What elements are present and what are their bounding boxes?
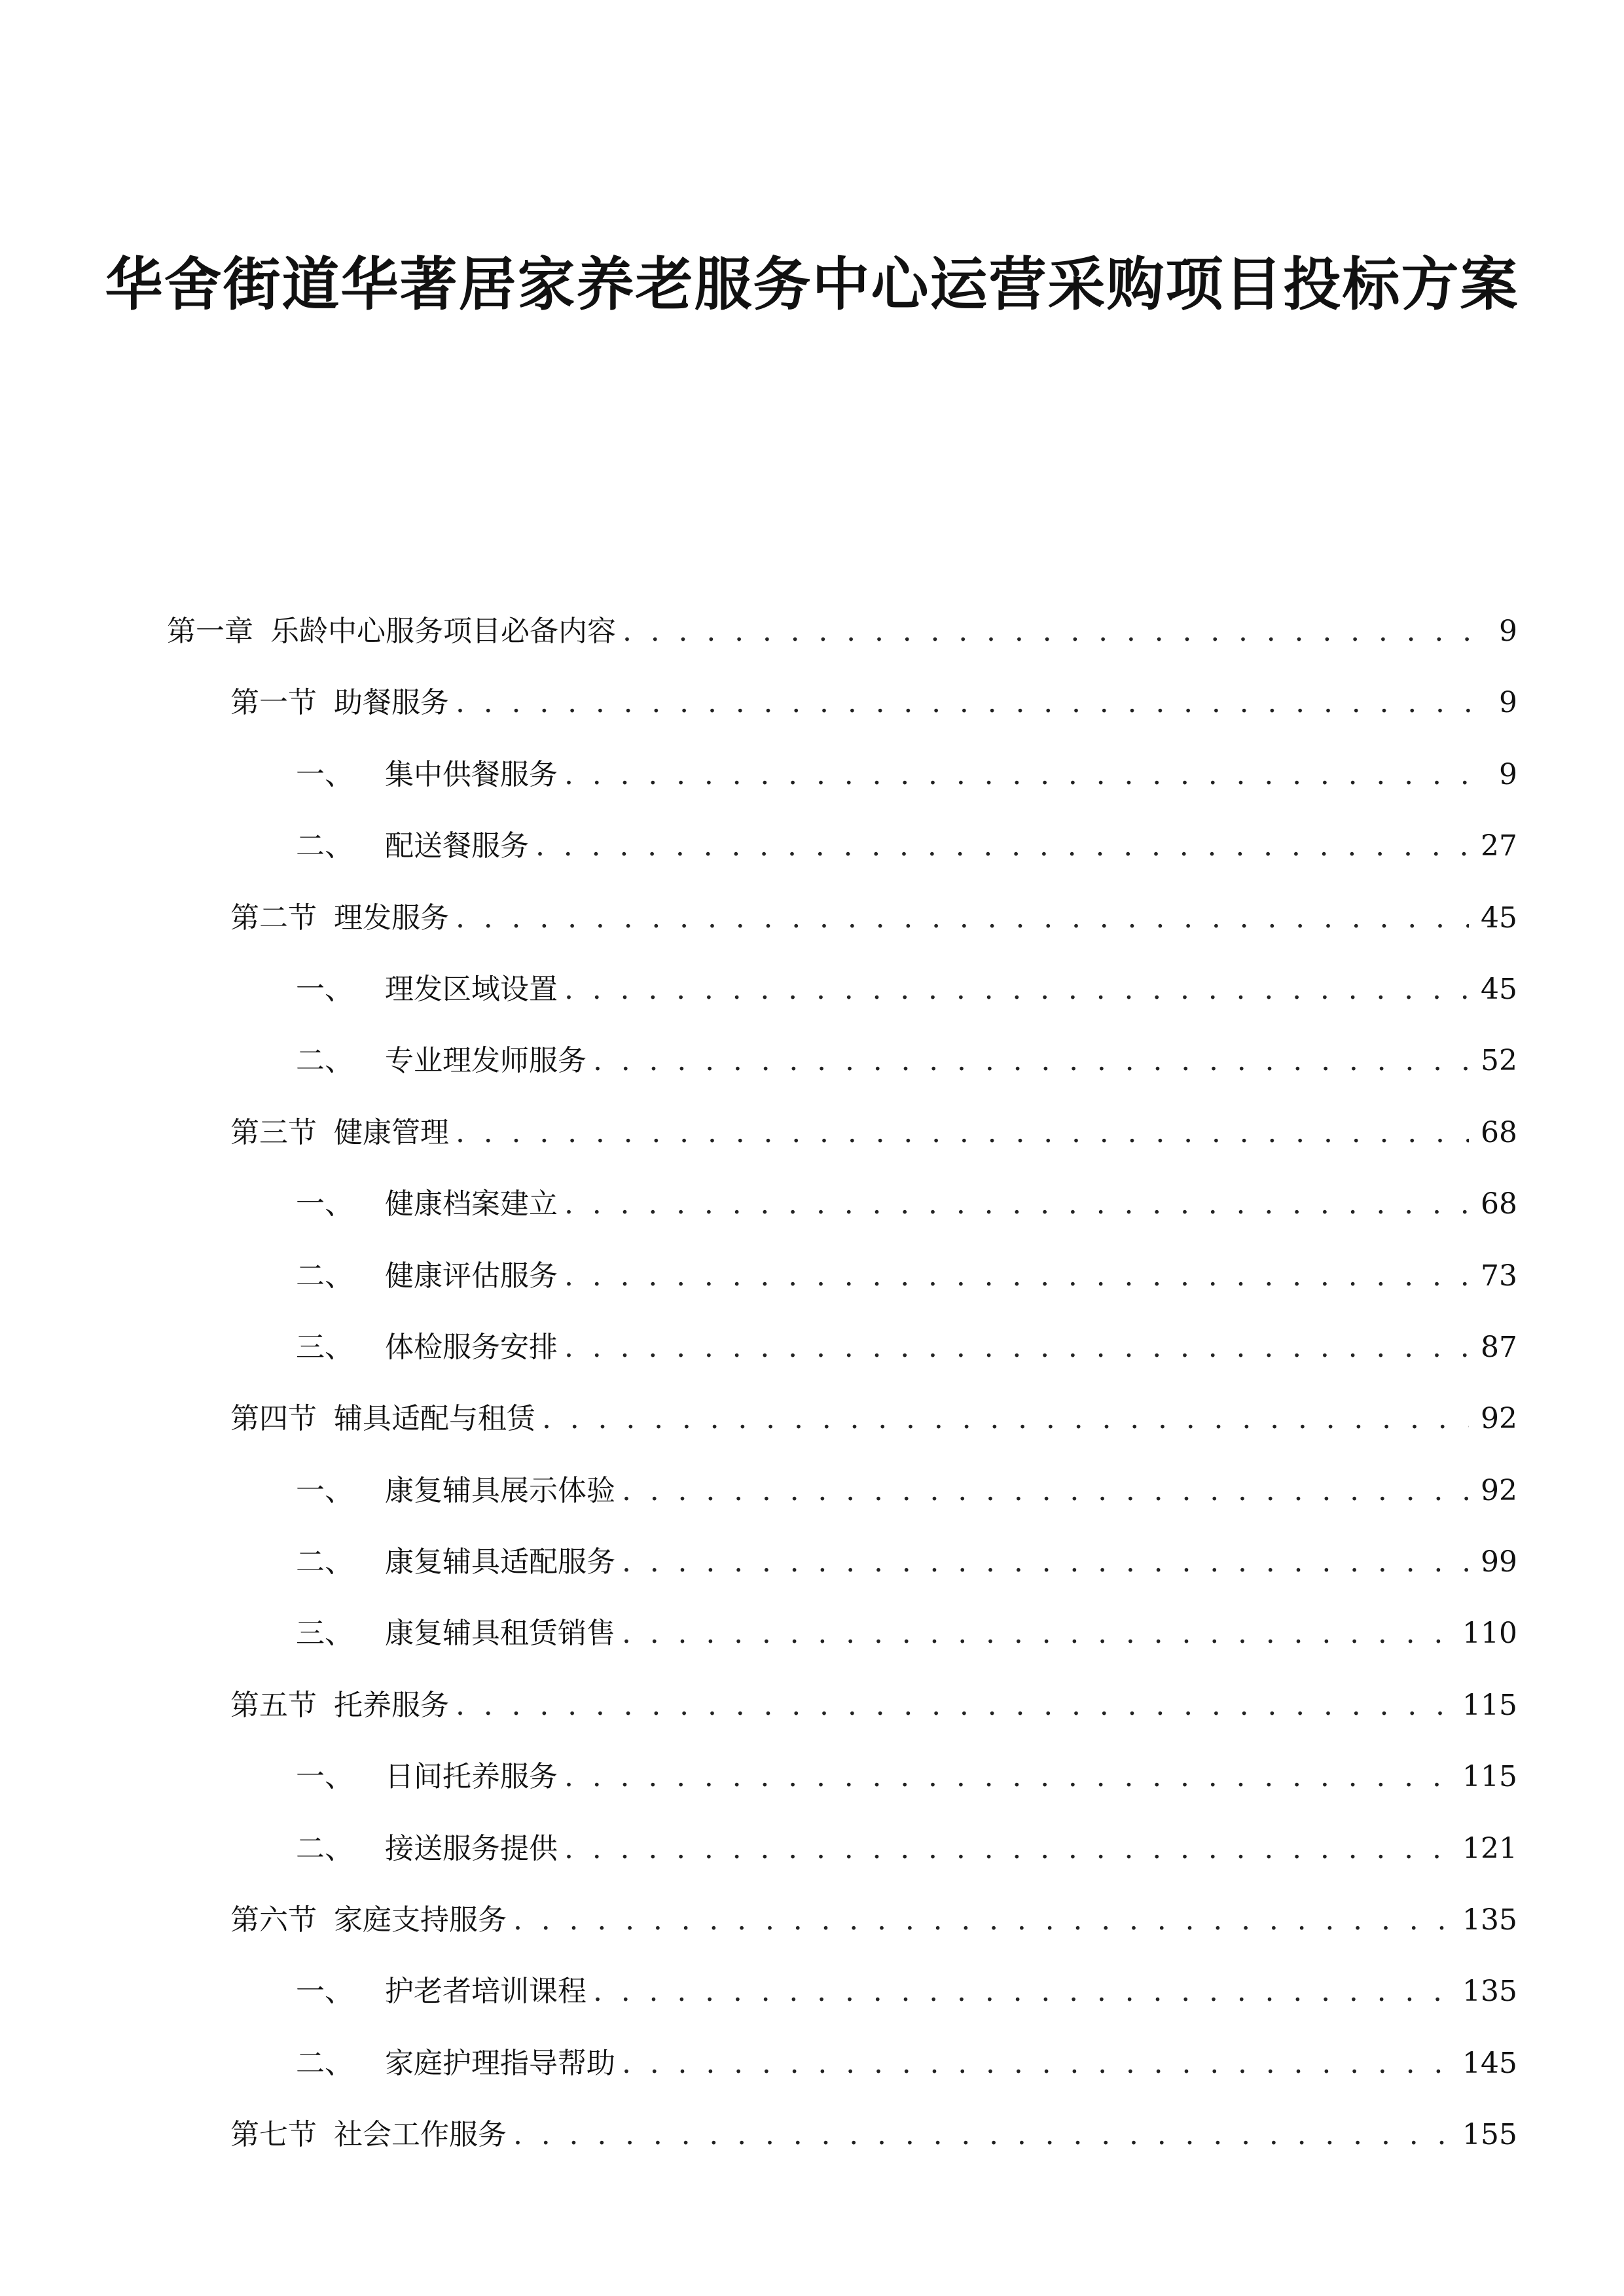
- toc-page-number: 9: [1499, 615, 1517, 648]
- toc-dot-leader: [535, 810, 1469, 882]
- toc-page-number: 87: [1481, 1330, 1517, 1364]
- toc-entry[interactable]: [0, 596, 1624, 667]
- toc-entry-number: 第六节: [230, 1903, 317, 1937]
- toc-entry-label: [296, 1025, 586, 1096]
- toc-dot-leader: [622, 1598, 1451, 1669]
- toc-entry-label: [230, 1884, 507, 1956]
- toc-dot-leader: [564, 739, 1487, 810]
- toc-dot-leader: [623, 596, 1487, 667]
- toc-entry-title: 配送餐服务: [385, 829, 529, 863]
- toc-dot-leader: [564, 1240, 1469, 1312]
- toc-entry-title: 康复辅具展示体验: [385, 1473, 615, 1507]
- toc-entry-label: [296, 1526, 615, 1598]
- toc-page-number: 9: [1499, 686, 1517, 720]
- toc-entry-number: 二、: [296, 829, 353, 863]
- toc-page-number: 110: [1462, 1617, 1517, 1651]
- toc-entry-label: [230, 1670, 449, 1741]
- toc-entry-number: 一、: [296, 1975, 353, 2009]
- toc-page-number: 155: [1462, 2118, 1517, 2152]
- toc-entry-title: 专业理发师服务: [385, 1044, 586, 1078]
- toc-entry[interactable]: [0, 1884, 1624, 1956]
- toc-dot-leader: [622, 2028, 1451, 2099]
- toc-entry-number: 二、: [296, 1259, 353, 1293]
- toc-entry-label: [296, 1741, 558, 1812]
- toc-entry[interactable]: [0, 1240, 1624, 1312]
- toc-entry-label: [230, 2099, 507, 2170]
- toc-page-number: 115: [1462, 1760, 1517, 1794]
- toc-entry[interactable]: [0, 1168, 1624, 1240]
- toc-page-number: 27: [1481, 829, 1517, 863]
- toc-dot-leader: [564, 954, 1469, 1025]
- toc-entry-label: [296, 739, 558, 810]
- toc-entry[interactable]: [0, 1956, 1624, 2027]
- toc-entry-number: 第五节: [230, 1688, 317, 1722]
- toc-dot-leader: [564, 1813, 1451, 1884]
- document-title: 华舍街道华著居家养老服务中心运营采购项目投标方案: [105, 251, 1519, 318]
- toc-entry-title: 托养服务: [334, 1688, 449, 1722]
- toc-entry-title: 康复辅具租赁销售: [385, 1617, 615, 1651]
- toc-page-number: 92: [1481, 1473, 1517, 1507]
- toc-entry-title: 社会工作服务: [334, 2118, 507, 2152]
- toc-entry-label: [296, 810, 529, 882]
- toc-dot-leader: [564, 1168, 1469, 1240]
- toc-entry[interactable]: [0, 1025, 1624, 1096]
- toc-entry-title: 家庭护理指导帮助: [385, 2046, 615, 2080]
- toc-entry-number: 第一节: [230, 686, 317, 720]
- toc-dot-leader: [456, 667, 1487, 738]
- toc-page-number: 68: [1481, 1187, 1517, 1221]
- toc-page-number: 68: [1481, 1115, 1517, 1149]
- toc-entry-title: 护老者培训课程: [385, 1975, 586, 2009]
- toc-dot-leader: [564, 1741, 1451, 1812]
- toc-dot-leader: [593, 1956, 1451, 2027]
- toc-page-number: 115: [1462, 1688, 1517, 1722]
- toc-entry[interactable]: [0, 2028, 1624, 2099]
- toc-entry-title: 家庭支持服务: [334, 1903, 507, 1937]
- toc-dot-leader: [622, 1455, 1469, 1526]
- toc-entry-number: 三、: [296, 1330, 353, 1364]
- toc-entry-title: 集中供餐服务: [385, 757, 558, 791]
- toc-entry-title: 助餐服务: [334, 686, 449, 720]
- toc-entry-label: [296, 1168, 558, 1240]
- toc-entry-label: [296, 1813, 558, 1884]
- toc-page-number: 73: [1481, 1259, 1517, 1293]
- toc-entry-label: [296, 1956, 586, 2027]
- toc-dot-leader: [564, 1312, 1469, 1383]
- toc-entry[interactable]: [0, 810, 1624, 882]
- toc-entry-number: 第二节: [230, 901, 317, 935]
- toc-entry-number: 第七节: [230, 2118, 317, 2152]
- toc-entry-title: 辅具适配与租赁: [334, 1402, 535, 1436]
- toc-entry-label: [296, 954, 558, 1025]
- toc-entry-number: 一、: [296, 1473, 353, 1507]
- toc-entry-number: 三、: [296, 1617, 353, 1651]
- toc-page-number: 45: [1481, 972, 1517, 1006]
- toc-entry-title: 体检服务安排: [385, 1330, 558, 1364]
- toc-entry-title: 理发区域设置: [385, 972, 558, 1006]
- toc-dot-leader: [456, 1097, 1469, 1168]
- toc-entry[interactable]: [0, 1526, 1624, 1598]
- toc-entry[interactable]: [0, 739, 1624, 810]
- toc-page-number: 99: [1481, 1545, 1517, 1579]
- toc-entry[interactable]: [0, 667, 1624, 738]
- toc-entry-title: 健康评估服务: [385, 1259, 558, 1293]
- toc-entry-title: 理发服务: [334, 901, 449, 935]
- toc-entry-number: 二、: [296, 1545, 353, 1579]
- toc-entry[interactable]: [0, 2099, 1624, 2170]
- toc-page-number: 92: [1481, 1402, 1517, 1436]
- toc-entry-number: 一、: [296, 1760, 353, 1794]
- toc-entry-number: 二、: [296, 1044, 353, 1078]
- toc-entry-label: [230, 1383, 535, 1454]
- table-of-contents: [0, 596, 1624, 2171]
- toc-entry-title: 健康档案建立: [385, 1187, 558, 1221]
- toc-entry-title: 健康管理: [334, 1115, 449, 1149]
- toc-dot-leader: [593, 1025, 1469, 1096]
- toc-entry-number: 第三节: [230, 1115, 317, 1149]
- toc-entry-number: 二、: [296, 2046, 353, 2080]
- toc-entry-number: 一、: [296, 757, 353, 791]
- toc-entry[interactable]: [0, 1670, 1624, 1741]
- toc-entry-label: [296, 1240, 558, 1312]
- toc-dot-leader: [513, 2099, 1451, 2170]
- toc-entry-label: [296, 1455, 615, 1526]
- toc-entry-number: 一、: [296, 1187, 353, 1221]
- toc-entry-label: [230, 882, 449, 954]
- toc-entry[interactable]: [0, 882, 1624, 954]
- toc-entry-label: [230, 1097, 449, 1168]
- toc-entry-title: 乐龄中心服务项目必备内容: [270, 615, 616, 648]
- toc-entry-number: 一、: [296, 972, 353, 1006]
- toc-entry[interactable]: [0, 1741, 1624, 1812]
- toc-entry-title: 接送服务提供: [385, 1831, 558, 1865]
- toc-dot-leader: [456, 1670, 1451, 1741]
- toc-dot-leader: [622, 1526, 1469, 1598]
- toc-entry-label: [296, 1598, 615, 1669]
- toc-page-number: 45: [1481, 901, 1517, 935]
- toc-dot-leader: [513, 1884, 1451, 1956]
- toc-entry[interactable]: [0, 1312, 1624, 1383]
- toc-page-number: 121: [1462, 1831, 1517, 1865]
- toc-entry-label: [296, 2028, 615, 2099]
- toc-entry[interactable]: [0, 1455, 1624, 1526]
- toc-page-number: 145: [1462, 2046, 1517, 2080]
- toc-entry[interactable]: [0, 954, 1624, 1025]
- toc-page-number: 52: [1481, 1044, 1517, 1078]
- toc-entry-label: [296, 1312, 558, 1383]
- toc-entry-number: 二、: [296, 1831, 353, 1865]
- toc-page-number: 135: [1462, 1975, 1517, 2009]
- toc-entry-number: 第四节: [230, 1402, 317, 1436]
- toc-page-number: 9: [1499, 757, 1517, 791]
- toc-dot-leader: [542, 1383, 1469, 1454]
- toc-entry[interactable]: [0, 1813, 1624, 1884]
- toc-page-number: 135: [1462, 1903, 1517, 1937]
- toc-entry-title: 康复辅具适配服务: [385, 1545, 615, 1579]
- toc-entry-number: 第一章: [167, 615, 253, 648]
- toc-entry[interactable]: [0, 1097, 1624, 1168]
- toc-dot-leader: [456, 882, 1469, 954]
- toc-entry-label: [167, 596, 616, 667]
- toc-entry[interactable]: [0, 1598, 1624, 1669]
- toc-entry[interactable]: [0, 1383, 1624, 1454]
- toc-entry-title: 日间托养服务: [385, 1760, 558, 1794]
- toc-entry-label: [230, 667, 449, 738]
